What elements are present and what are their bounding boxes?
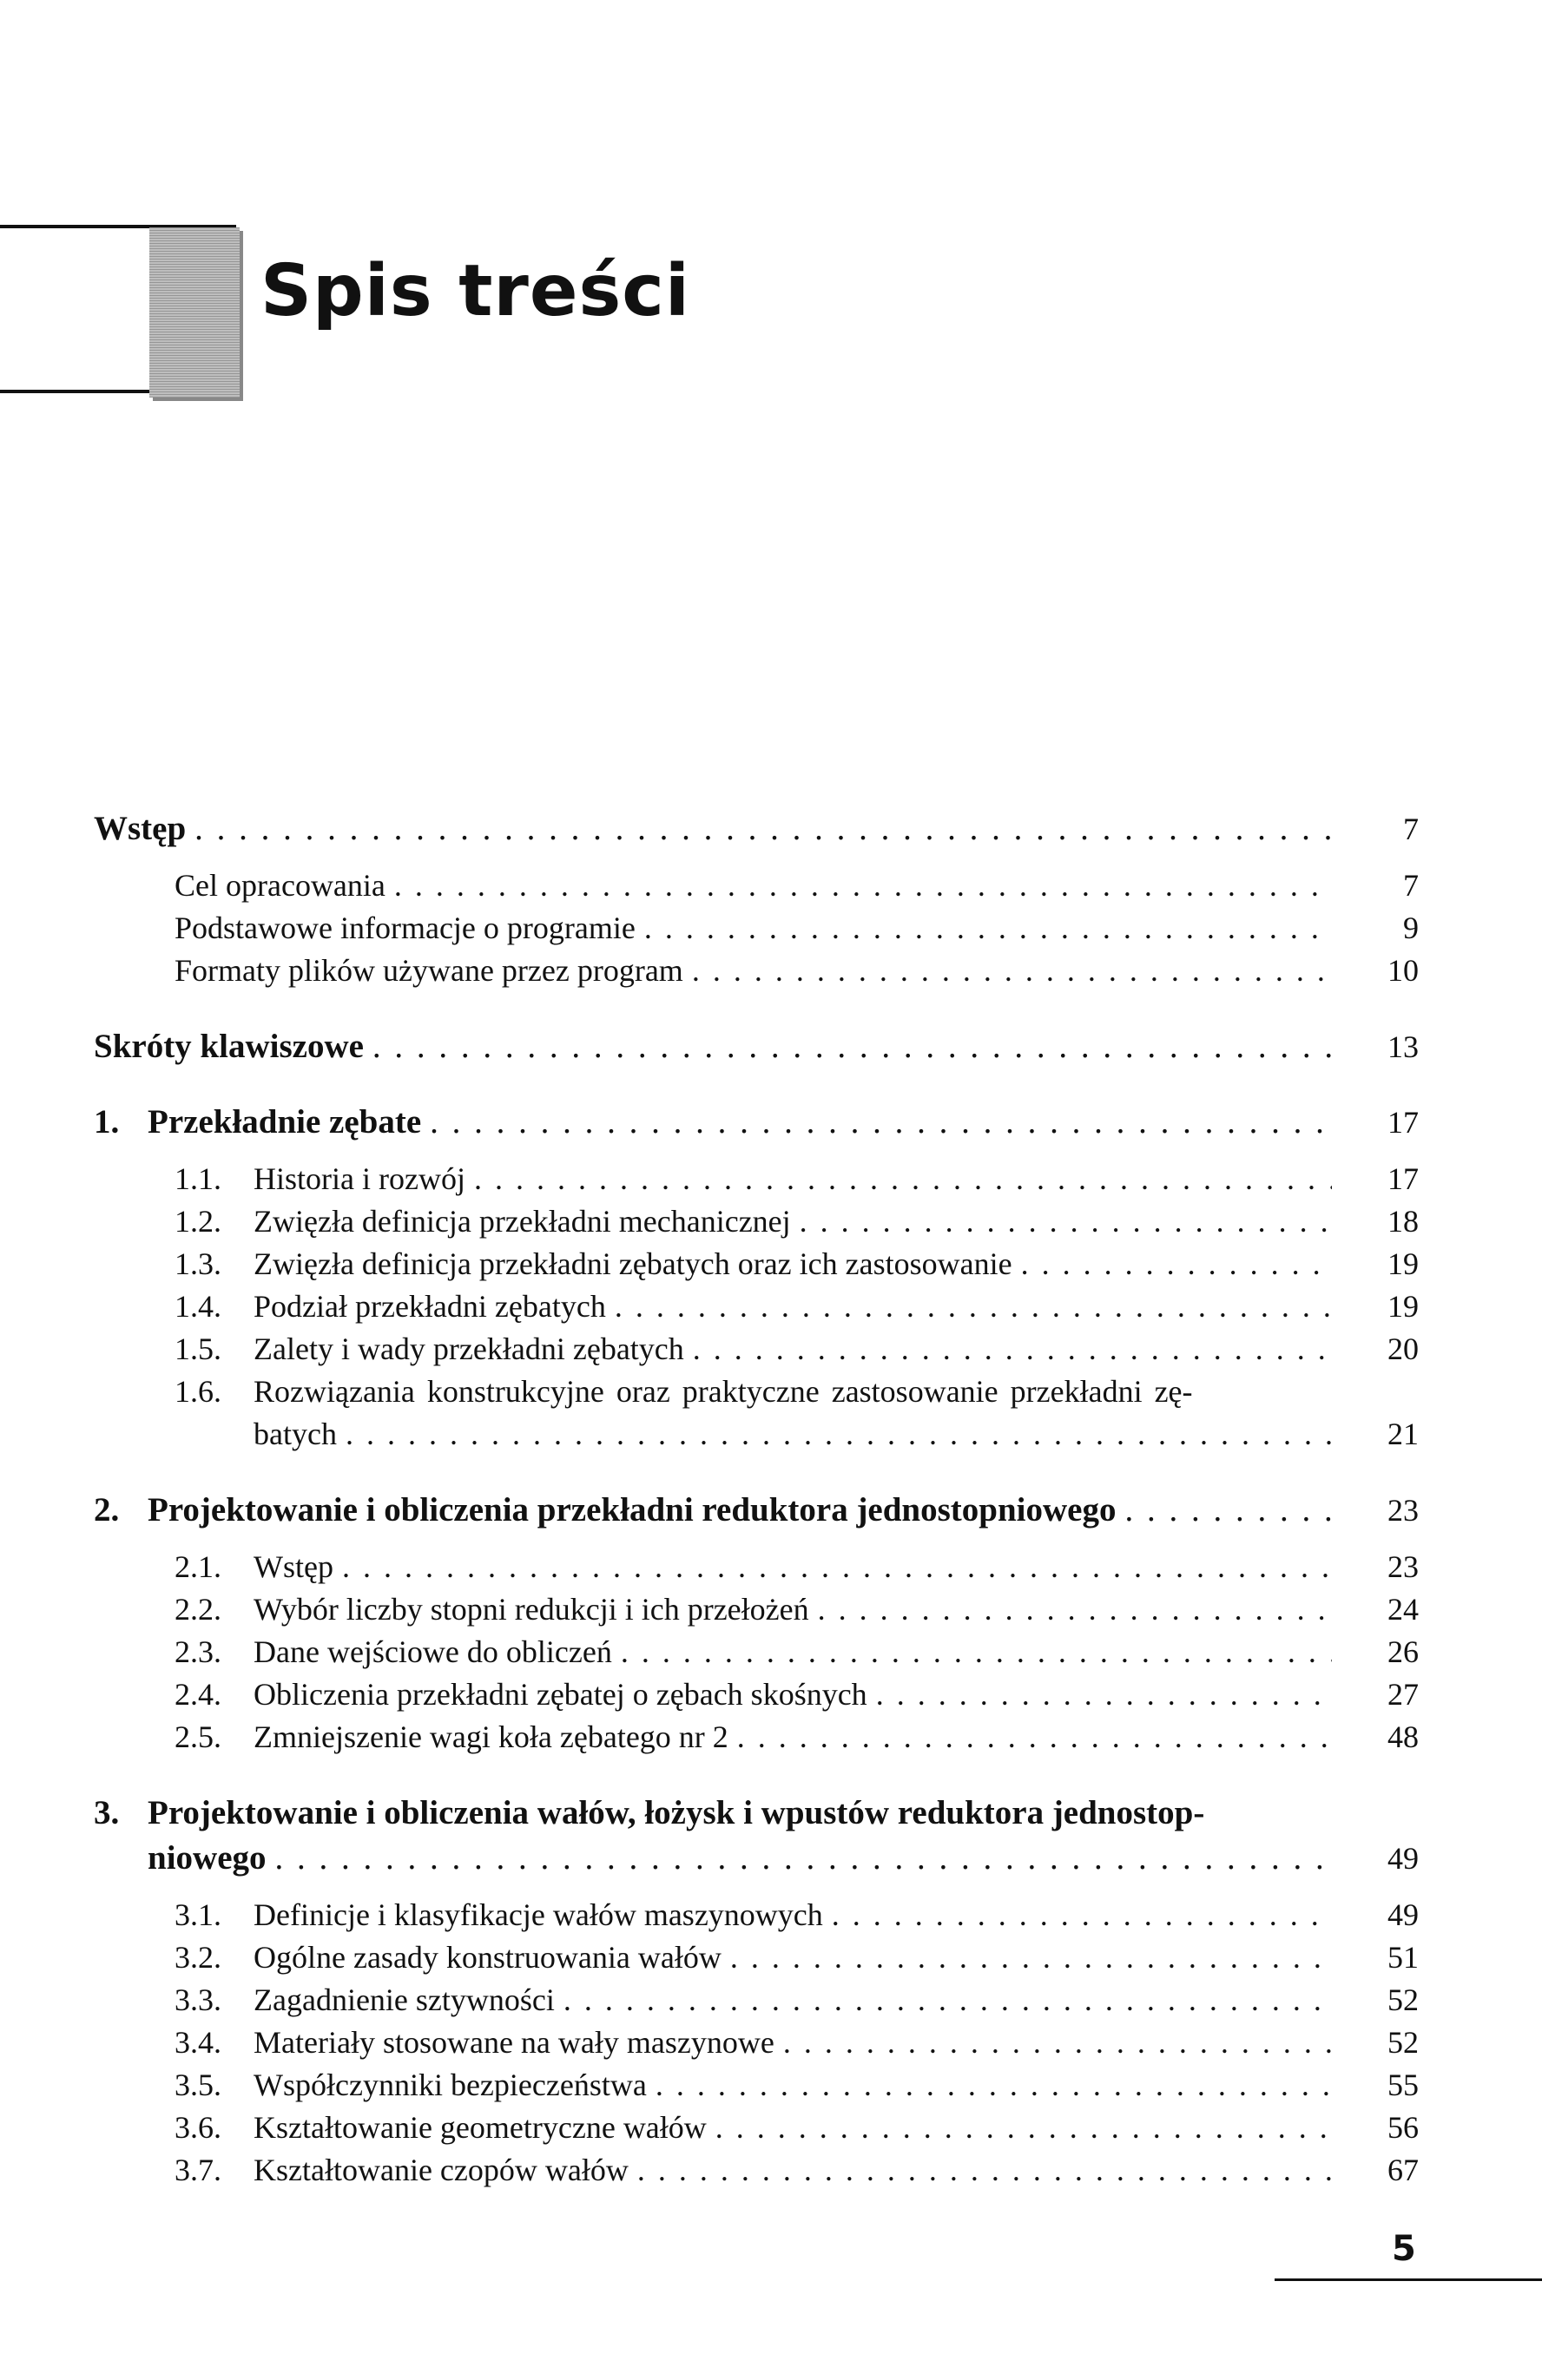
- toc-page: 55: [1387, 2068, 1419, 2102]
- toc-page: 49: [1387, 1841, 1419, 1876]
- dot-leader: [615, 1285, 1332, 1328]
- toc-page: 18: [1387, 1204, 1419, 1239]
- section-number: 3.7.: [175, 2153, 221, 2187]
- section-number: 3.4.: [175, 2025, 221, 2060]
- toc-item[interactable]: [94, 950, 1419, 992]
- toc-item[interactable]: [94, 2149, 1419, 2192]
- toc-label: Zwięzła definicja przekładni zębatych oraz ich zastosowanie: [254, 1246, 1012, 1281]
- chapter-number: 1.: [94, 1103, 120, 1141]
- toc-item[interactable]: [94, 1200, 1419, 1243]
- dot-leader: [1021, 1243, 1332, 1285]
- dot-leader: [275, 1837, 1333, 1879]
- section-number: 3.3.: [175, 1982, 221, 2017]
- toc-page: 26: [1387, 1634, 1419, 1669]
- toc-label: Projektowanie i obliczenia przekładni reduktora jednostopniowego: [148, 1491, 1117, 1529]
- toc-item[interactable]: [94, 1631, 1419, 1673]
- section-number: 1.4.: [175, 1289, 221, 1324]
- toc-page: 52: [1387, 2025, 1419, 2060]
- dot-leader: [715, 2107, 1332, 2149]
- toc-item[interactable]: [94, 1979, 1419, 2022]
- toc-item[interactable]: [94, 1588, 1419, 1631]
- toc-label: Historia i rozwój: [254, 1161, 465, 1196]
- toc-page: 13: [1387, 1029, 1419, 1064]
- toc-page: 27: [1387, 1677, 1419, 1712]
- toc-item[interactable]: [94, 2064, 1419, 2107]
- toc-label: Zwięzła definicja przekładni mechanicznej: [254, 1204, 791, 1239]
- dot-leader: [644, 907, 1332, 950]
- toc-heading-skroty[interactable]: [94, 1025, 1419, 1068]
- toc-heading-wstep[interactable]: [94, 807, 1419, 850]
- toc-chapter-2[interactable]: [94, 1489, 1419, 1531]
- toc-chapter-1[interactable]: [94, 1101, 1419, 1143]
- toc-item[interactable]: [94, 1936, 1419, 1979]
- toc-label: Wstęp: [254, 1549, 333, 1584]
- dot-leader: [800, 1200, 1332, 1243]
- toc-label: Ogólne zasady konstruowania wałów: [254, 1940, 722, 1975]
- section-number: 3.2.: [175, 1940, 221, 1975]
- header-shaded-block: [149, 227, 240, 398]
- section-number: 1.3.: [175, 1246, 221, 1281]
- toc-item[interactable]: [94, 1673, 1419, 1716]
- toc-page: 9: [1403, 911, 1419, 945]
- section-number: 3.5.: [175, 2068, 221, 2102]
- dot-leader: [342, 1546, 1332, 1588]
- toc-chapter-3-continued[interactable]: [94, 1837, 1419, 1879]
- page-title: Spis treści: [260, 250, 690, 332]
- section-number: 2.2.: [175, 1592, 221, 1627]
- dot-leader: [656, 2064, 1332, 2107]
- toc-label: Zmniejszenie wagi koła zębatego nr 2: [254, 1719, 728, 1754]
- toc-item[interactable]: [94, 1285, 1419, 1328]
- toc-item[interactable]: [94, 1546, 1419, 1588]
- toc-page: 49: [1387, 1897, 1419, 1932]
- toc-page: 21: [1387, 1417, 1419, 1451]
- toc-page: 24: [1387, 1592, 1419, 1627]
- toc-label: Dane wejściowe do obliczeń: [254, 1634, 612, 1669]
- section-number: 1.6.: [175, 1374, 221, 1409]
- toc-item[interactable]: [94, 865, 1419, 907]
- section-number: 2.3.: [175, 1634, 221, 1669]
- dot-leader: [430, 1101, 1332, 1143]
- toc-page: 20: [1387, 1331, 1419, 1366]
- dot-leader: [194, 807, 1332, 850]
- toc-label: Współczynniki bezpieczeństwa: [254, 2068, 647, 2102]
- dot-leader: [783, 2022, 1332, 2064]
- toc-label: Zagadnienie sztywności: [254, 1982, 555, 2017]
- toc-item[interactable]: [94, 1328, 1419, 1371]
- toc-label: Formaty plików używane przez program: [175, 953, 683, 988]
- toc-label: niowego: [148, 1839, 267, 1877]
- toc-item[interactable]: [94, 1716, 1419, 1759]
- toc-page: 7: [1403, 868, 1419, 903]
- footer-rule: [1275, 2278, 1542, 2281]
- dot-leader: [346, 1413, 1332, 1456]
- dot-leader: [637, 2149, 1332, 2192]
- toc-page: 17: [1387, 1105, 1419, 1140]
- dot-leader: [737, 1716, 1332, 1759]
- toc-label: Projektowanie i obliczenia wałów, łożysk i wpustów reduktora jednostop-: [148, 1794, 1205, 1831]
- toc-label: Podział przekładni zębatych: [254, 1289, 606, 1324]
- dot-leader: [563, 1979, 1332, 2022]
- toc-label: Skróty klawiszowe: [94, 1028, 364, 1065]
- dot-leader: [1124, 1489, 1332, 1531]
- dot-leader: [832, 1894, 1332, 1936]
- toc-page: 19: [1387, 1246, 1419, 1281]
- section-number: 3.6.: [175, 2110, 221, 2145]
- toc-page: 51: [1387, 1940, 1419, 1975]
- page-number: 5: [1392, 2229, 1416, 2269]
- toc-label: Kształtowanie czopów wałów: [254, 2153, 629, 2187]
- toc-page: 48: [1387, 1719, 1419, 1754]
- toc-item[interactable]: [94, 2107, 1419, 2149]
- section-number: 1.5.: [175, 1331, 221, 1366]
- dot-leader: [621, 1631, 1332, 1673]
- chapter-number: 3.: [94, 1794, 120, 1831]
- section-number: 1.2.: [175, 1204, 221, 1239]
- dot-leader: [692, 950, 1332, 992]
- dot-leader: [730, 1936, 1332, 1979]
- toc-label: Przekładnie zębate: [148, 1103, 422, 1141]
- toc-item[interactable]: [94, 2022, 1419, 2064]
- toc-page: 23: [1387, 1493, 1419, 1528]
- section-number: 2.5.: [175, 1719, 221, 1754]
- toc-item-continued[interactable]: [94, 1413, 1419, 1456]
- toc-page: 67: [1387, 2153, 1419, 2187]
- section-number: 2.4.: [175, 1677, 221, 1712]
- section-number: 3.1.: [175, 1897, 221, 1932]
- toc-item[interactable]: [94, 907, 1419, 950]
- toc-label: Wstęp: [94, 810, 187, 847]
- toc-item[interactable]: [94, 1371, 1419, 1413]
- toc-item[interactable]: [94, 1243, 1419, 1285]
- toc-page: 19: [1387, 1289, 1419, 1324]
- toc-label: Obliczenia przekładni zębatej o zębach skośnych: [254, 1677, 867, 1712]
- toc-label: Definicje i klasyfikacje wałów maszynowych: [254, 1897, 823, 1932]
- toc-label: Podstawowe informacje o programie: [175, 911, 636, 945]
- toc-page: 23: [1387, 1549, 1419, 1584]
- toc-item[interactable]: [94, 1158, 1419, 1200]
- toc-label: Wybór liczby stopni redukcji i ich przełożeń: [254, 1592, 809, 1627]
- dot-leader: [818, 1588, 1332, 1631]
- section-number: 1.1.: [175, 1161, 221, 1196]
- dot-leader: [876, 1673, 1332, 1716]
- toc-label: Kształtowanie geometryczne wałów: [254, 2110, 707, 2145]
- dot-leader: [394, 865, 1332, 907]
- toc-chapter-3[interactable]: [94, 1792, 1419, 1834]
- table-of-contents: [94, 807, 1419, 2192]
- toc-label: Materiały stosowane na wały maszynowe: [254, 2025, 774, 2060]
- toc-label: Cel opracowania: [175, 868, 386, 903]
- section-number: 2.1.: [175, 1549, 221, 1584]
- toc-page: 52: [1387, 1982, 1419, 2017]
- dot-leader: [474, 1158, 1332, 1200]
- toc-item[interactable]: [94, 1894, 1419, 1936]
- toc-page: 10: [1387, 953, 1419, 988]
- toc-label: Rozwiązania konstrukcyjne oraz praktyczne zastosowanie przekładni zę-: [254, 1374, 1193, 1409]
- toc-page: 7: [1403, 812, 1419, 846]
- toc-page: 56: [1387, 2110, 1419, 2145]
- toc-label: batych: [254, 1417, 337, 1451]
- toc-page: 17: [1387, 1161, 1419, 1196]
- toc-label: Zalety i wady przekładni zębatych: [254, 1331, 684, 1366]
- chapter-number: 2.: [94, 1491, 120, 1529]
- dot-leader: [693, 1328, 1332, 1371]
- dot-leader: [372, 1025, 1332, 1068]
